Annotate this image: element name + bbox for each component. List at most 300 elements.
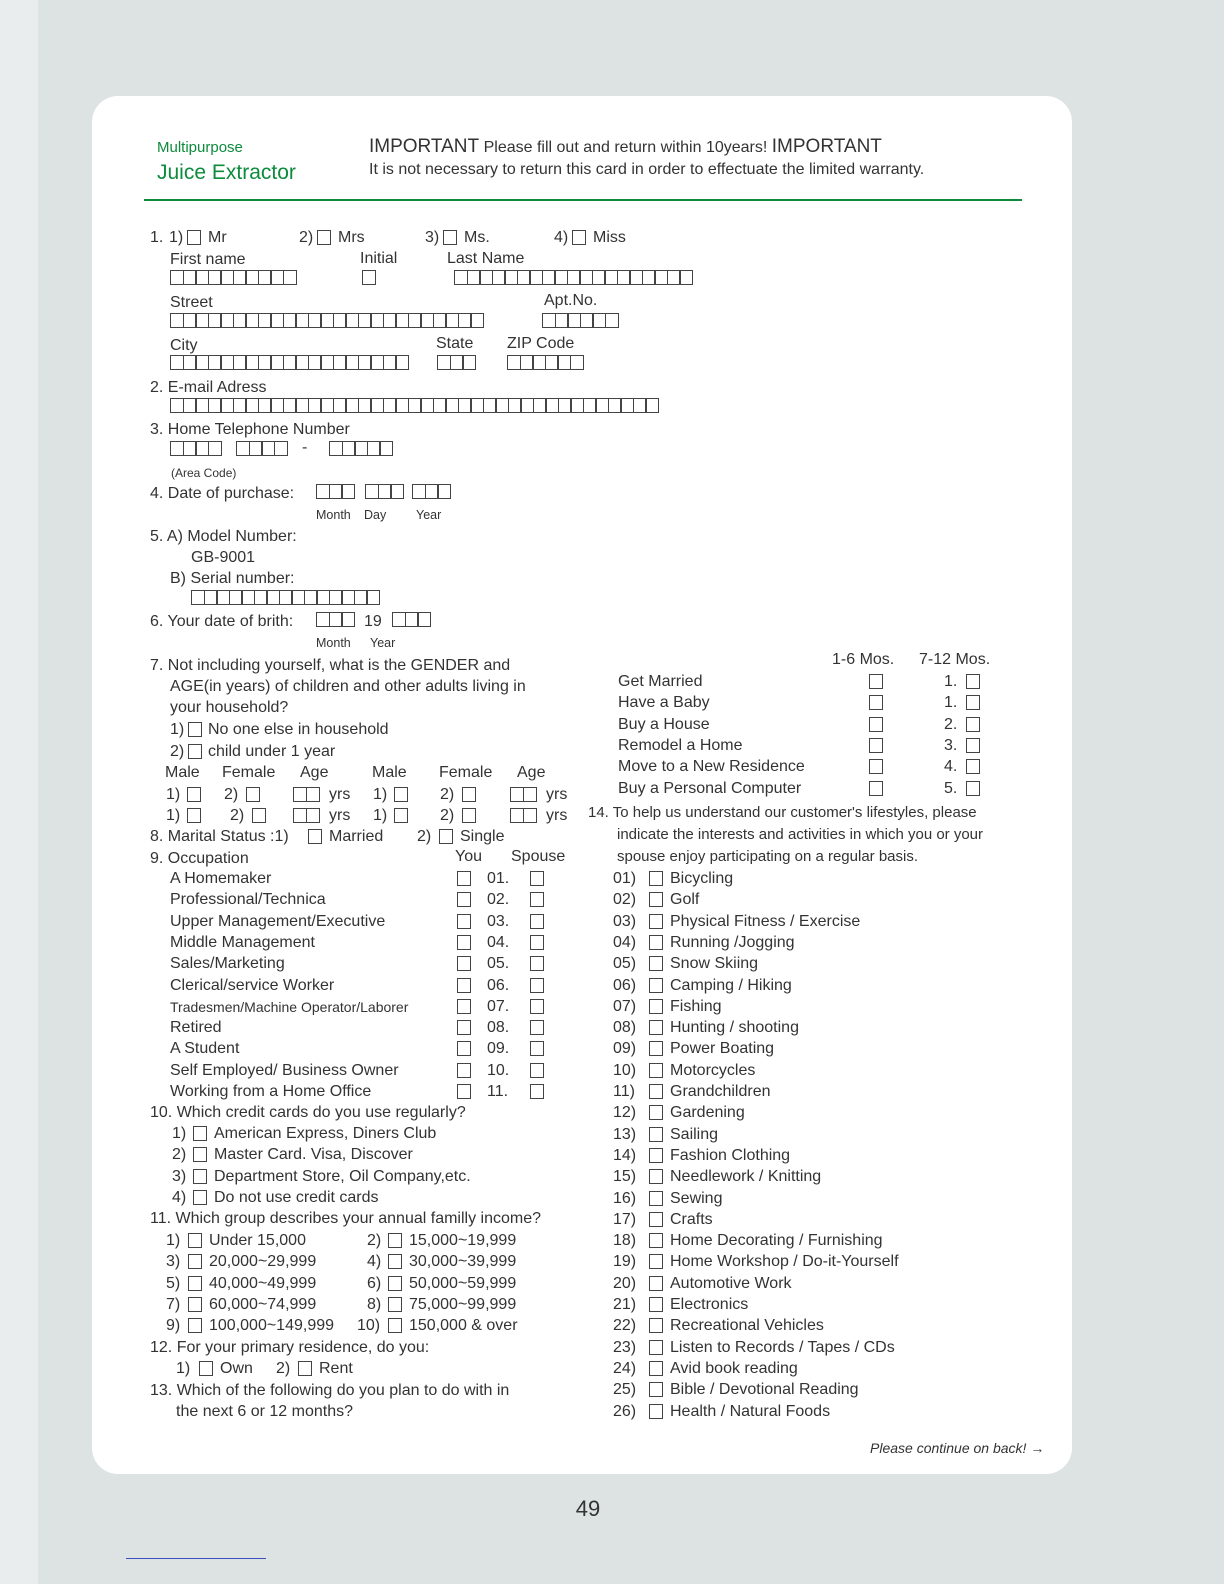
own-label: Own <box>220 1360 253 1377</box>
income-checkbox[interactable] <box>188 1297 202 1312</box>
birth-year-caption: Year <box>370 636 396 650</box>
interest-checkbox[interactable] <box>649 1148 663 1163</box>
income-num: 10) <box>357 1317 381 1335</box>
char-box[interactable] <box>283 270 297 285</box>
interest-checkbox[interactable] <box>649 1340 663 1355</box>
q7-opt2-label: child under 1 year <box>208 743 336 760</box>
occupation-spouse-checkbox[interactable] <box>530 1084 544 1099</box>
char-box[interactable] <box>306 787 320 802</box>
plan-code: 4. <box>944 758 958 776</box>
q13-col2-header: 7-12 Mos. <box>919 651 991 668</box>
occupation-name: Clerical/service Worker <box>170 976 335 994</box>
last-name-boxes[interactable] <box>454 270 693 285</box>
interest-label: Hunting / shooting <box>670 1019 799 1037</box>
important-word: IMPORTANT <box>369 136 480 157</box>
email-label: 2. E-mail Adress <box>150 379 267 396</box>
credit-card-label: Master Card. Visa, Discover <box>214 1146 413 1164</box>
miss-checkbox[interactable] <box>572 230 586 245</box>
important-word-2: IMPORTANT <box>771 136 882 157</box>
q7-male-header-2: Male <box>372 764 407 781</box>
purchase-month-caption: Month <box>316 508 351 522</box>
plan-code: 5. <box>944 779 958 797</box>
plan-7-12-checkbox[interactable] <box>966 781 980 796</box>
credit-card-label: Do not use credit cards <box>214 1188 379 1206</box>
interest-label: Gardening <box>670 1104 745 1122</box>
q13-line1: 13. Which of the following do you plan to do with in <box>150 1382 510 1399</box>
char-box[interactable] <box>605 313 619 328</box>
char-box[interactable] <box>470 313 484 328</box>
char-box[interactable] <box>523 808 537 823</box>
income-checkbox[interactable] <box>388 1276 402 1291</box>
interest-label: Avid book reading <box>670 1359 798 1377</box>
char-box[interactable] <box>306 808 320 823</box>
income-num: 7) <box>166 1295 181 1313</box>
char-box[interactable] <box>523 787 537 802</box>
q7-r1-female-num: 2) <box>224 786 239 803</box>
q7-r2-male2-checkbox[interactable] <box>394 808 408 823</box>
scan-edge <box>0 0 38 1584</box>
interest-num: 08) <box>613 1019 637 1037</box>
married-checkbox[interactable] <box>308 829 322 844</box>
phone-label: 3. Home Telephone Number <box>150 421 350 438</box>
plan-code: 2. <box>944 715 958 733</box>
q7-r2-yrs: yrs <box>329 807 351 824</box>
interest-label: Grandchildren <box>670 1083 771 1100</box>
char-box[interactable] <box>274 441 288 456</box>
q7-female-header: Female <box>222 764 276 781</box>
interest-label: Motorcycles <box>670 1061 756 1079</box>
interest-checkbox[interactable] <box>649 1361 663 1376</box>
income-label: 40,000~49,999 <box>209 1274 317 1292</box>
interest-checkbox[interactable] <box>649 1084 663 1099</box>
q7-r1-male-checkbox[interactable] <box>187 787 201 802</box>
interest-label: Crafts <box>670 1210 713 1228</box>
occupation-name: Tradesmen/Machine Operator/Laborer <box>170 998 409 1015</box>
interest-label: Camping / Hiking <box>670 976 792 994</box>
interest-label: Automotive Work <box>670 1274 792 1292</box>
interest-num: 18) <box>613 1232 637 1250</box>
income-checkbox[interactable] <box>388 1318 402 1333</box>
q7-r2-male-checkbox[interactable] <box>187 808 201 823</box>
income-label: 50,000~59,999 <box>409 1274 517 1292</box>
q7-r2-yrs-2: yrs <box>546 807 568 824</box>
q1-opt2: 2) <box>299 229 314 246</box>
q12-opt2-num: 2) <box>276 1360 291 1377</box>
interest-checkbox[interactable] <box>649 1254 663 1269</box>
plan-7-12-checkbox[interactable] <box>966 717 980 732</box>
occupation-name: A Homemaker <box>170 870 272 887</box>
occupation-name: Professional/Technica <box>170 891 326 909</box>
marital-status-label: 8. Marital Status :1) <box>150 828 289 845</box>
own-checkbox[interactable] <box>199 1361 213 1376</box>
interest-label: Health / Natural Foods <box>670 1402 831 1420</box>
zip-label: ZIP Code <box>507 335 575 352</box>
interest-checkbox[interactable] <box>649 935 663 950</box>
income-label: 75,000~99,999 <box>409 1295 517 1313</box>
income-num: 1) <box>166 1232 181 1249</box>
q7-r2-female2-num: 2) <box>440 807 455 824</box>
occupation-label: 9. Occupation <box>150 850 249 867</box>
char-box[interactable] <box>390 484 404 499</box>
occupation-spouse-checkbox[interactable] <box>530 1041 544 1056</box>
interest-label: Physical Fitness / Exercise <box>670 912 861 930</box>
interest-checkbox[interactable] <box>649 1020 663 1035</box>
char-box[interactable] <box>417 612 431 627</box>
plan-1-6-checkbox[interactable] <box>869 781 883 796</box>
income-num: 6) <box>367 1274 382 1292</box>
interest-num: 12) <box>613 1104 637 1122</box>
plan-label: Remodel a Home <box>618 736 743 754</box>
occupation-code: 06. <box>487 976 510 994</box>
interest-checkbox[interactable] <box>649 871 663 886</box>
no-one-else-checkbox[interactable] <box>188 722 202 737</box>
occupation-code: 10. <box>487 1061 510 1079</box>
single-checkbox[interactable] <box>439 829 453 844</box>
occupation-you-checkbox[interactable] <box>457 892 471 907</box>
income-label: 150,000 & over <box>409 1317 518 1335</box>
important-text: Please fill out and return within 10years! <box>483 139 768 156</box>
income-label: 15,000~19,999 <box>409 1232 517 1249</box>
serial-number-boxes[interactable] <box>191 590 380 605</box>
occupation-spouse-checkbox[interactable] <box>530 914 544 929</box>
initial-box[interactable] <box>362 270 376 285</box>
interest-num: 17) <box>613 1210 637 1228</box>
occupation-code: 02. <box>487 891 510 909</box>
phone-prefix-boxes[interactable] <box>236 441 288 456</box>
mrs-label: Mrs <box>338 229 365 246</box>
model-number-label: 5. A) Model Number: <box>150 528 297 545</box>
char-box[interactable] <box>341 484 355 499</box>
credit-card-num: 2) <box>172 1146 187 1164</box>
interest-checkbox[interactable] <box>649 1233 663 1248</box>
income-checkbox[interactable] <box>388 1254 402 1269</box>
interest-label: Sailing <box>670 1125 719 1143</box>
occupation-spouse-checkbox[interactable] <box>530 978 544 993</box>
q7-r2-male-num: 1) <box>166 807 181 824</box>
interest-checkbox[interactable] <box>649 914 663 929</box>
occupation-you-checkbox[interactable] <box>457 1041 471 1056</box>
purchase-day-caption: Day <box>364 508 387 522</box>
income-checkbox[interactable] <box>188 1318 202 1333</box>
interest-num: 06) <box>613 976 637 994</box>
char-box[interactable] <box>645 398 659 413</box>
income-label: Under 15,000 <box>209 1232 306 1249</box>
credit-card-label: Department Store, Oil Company,etc. <box>214 1167 471 1185</box>
street-boxes[interactable] <box>170 313 484 328</box>
apt-label: Apt.No. <box>544 292 598 309</box>
rent-label: Rent <box>319 1360 353 1377</box>
q14-line1: 14. To help us understand our customer's lifestyles, please <box>588 804 977 821</box>
rent-checkbox[interactable] <box>298 1361 312 1376</box>
email-boxes[interactable] <box>170 398 659 413</box>
apt-boxes[interactable] <box>542 313 619 328</box>
occupation-you-checkbox[interactable] <box>457 1020 471 1035</box>
interest-num: 26) <box>613 1402 637 1420</box>
interest-num: 04) <box>613 933 637 951</box>
interest-num: 03) <box>613 912 637 930</box>
occupation-code: 09. <box>487 1040 510 1058</box>
occupation-you-checkbox[interactable] <box>457 1084 471 1099</box>
interest-label: Power Boating <box>670 1040 775 1058</box>
purchase-year-caption: Year <box>416 508 442 522</box>
first-name-label: First name <box>170 251 246 268</box>
q1-opt4: 4) <box>554 229 569 246</box>
credit-card-num: 4) <box>172 1188 187 1206</box>
char-box[interactable] <box>462 355 476 370</box>
interest-num: 19) <box>613 1253 637 1271</box>
q12-opt1-num: 1) <box>176 1360 191 1377</box>
city-label: City <box>170 337 198 354</box>
interest-num: 13) <box>613 1125 637 1143</box>
occupation-spouse-header: Spouse <box>511 848 566 865</box>
char-box[interactable] <box>379 441 393 456</box>
plan-1-6-checkbox[interactable] <box>869 738 883 753</box>
phone-dash: - <box>302 439 308 456</box>
q7-line2: AGE(in years) of children and other adults living in <box>170 678 526 695</box>
plan-label: Buy a Personal Computer <box>618 779 802 797</box>
interest-num: 21) <box>613 1296 637 1313</box>
plan-label: Have a Baby <box>618 694 710 712</box>
occupation-name: A Student <box>170 1040 240 1058</box>
income-checkbox[interactable] <box>388 1297 402 1312</box>
char-box[interactable] <box>341 612 355 627</box>
q7-r2-age-boxes[interactable] <box>293 808 320 823</box>
ms-label: Ms. <box>464 229 490 246</box>
plan-7-12-checkbox[interactable] <box>966 674 980 689</box>
married-label: Married <box>329 828 384 845</box>
occupation-you-checkbox[interactable] <box>457 956 471 971</box>
plan-7-12-checkbox[interactable] <box>966 759 980 774</box>
plan-code: 1. <box>944 694 958 712</box>
interest-label: Fashion Clothing <box>670 1146 791 1164</box>
interest-label: Snow Skiing <box>670 955 759 973</box>
last-name-label: Last Name <box>447 250 525 267</box>
occupation-code: 01. <box>487 870 510 887</box>
income-checkbox[interactable] <box>388 1233 402 1248</box>
q7-r2-female2-checkbox[interactable] <box>462 808 476 823</box>
interest-num: 02) <box>613 891 637 909</box>
occupation-spouse-checkbox[interactable] <box>530 892 544 907</box>
income-checkbox[interactable] <box>188 1254 202 1269</box>
q8-opt2-num: 2) <box>417 828 432 845</box>
occupation-spouse-checkbox[interactable] <box>530 999 544 1014</box>
q7-r1-female-checkbox[interactable] <box>246 787 260 802</box>
interest-num: 10) <box>613 1061 637 1079</box>
credit-card-label: American Express, Diners Club <box>214 1125 437 1142</box>
q7-age-header: Age <box>300 764 329 781</box>
q7-r1-female2-num: 2) <box>440 786 455 803</box>
q7-r1-male2-checkbox[interactable] <box>394 787 408 802</box>
credit-card-checkbox[interactable] <box>193 1147 207 1162</box>
occupation-code: 05. <box>487 955 510 973</box>
child-under-1-checkbox[interactable] <box>188 744 202 759</box>
ms-checkbox[interactable] <box>443 230 457 245</box>
plan-7-12-checkbox[interactable] <box>966 695 980 710</box>
interest-checkbox[interactable] <box>649 1127 663 1142</box>
income-checkbox[interactable] <box>188 1276 202 1291</box>
interest-checkbox[interactable] <box>649 1191 663 1206</box>
interest-label: Golf <box>670 891 700 909</box>
q14-line3: spouse enjoy participating on a regular basis. <box>617 848 919 865</box>
purchase-date-label: 4. Date of purchase: <box>150 485 295 502</box>
birth-date-label: 6. Your date of brith: <box>150 613 294 630</box>
zip-boxes[interactable] <box>507 355 584 370</box>
plan-label: Buy a House <box>618 715 710 733</box>
income-num: 9) <box>166 1317 181 1335</box>
q7-r1-yrs-2: yrs <box>546 786 568 803</box>
income-checkbox[interactable] <box>188 1233 202 1248</box>
q7-r1-age2-boxes[interactable] <box>510 787 537 802</box>
purchase-year-boxes[interactable] <box>412 484 451 499</box>
plan-1-6-checkbox[interactable] <box>869 674 883 689</box>
occupation-spouse-checkbox[interactable] <box>530 871 544 886</box>
bottom-rule <box>126 1558 266 1559</box>
plan-7-12-checkbox[interactable] <box>966 738 980 753</box>
interest-label: Recreational Vehicles <box>670 1317 824 1335</box>
plan-1-6-checkbox[interactable] <box>869 695 883 710</box>
birth-year-boxes[interactable] <box>392 612 431 627</box>
income-num: 3) <box>166 1253 181 1271</box>
interest-checkbox[interactable] <box>649 1063 663 1078</box>
credit-card-checkbox[interactable] <box>193 1126 207 1141</box>
state-boxes[interactable] <box>437 355 476 370</box>
income-label: 20,000~29,999 <box>209 1253 317 1271</box>
interest-checkbox[interactable] <box>649 1169 663 1184</box>
occupation-you-checkbox[interactable] <box>457 935 471 950</box>
char-box[interactable] <box>437 484 451 499</box>
interest-num: 20) <box>613 1274 637 1292</box>
q1-number: 1. <box>150 229 164 246</box>
mrs-checkbox[interactable] <box>317 230 331 245</box>
phone-line-boxes[interactable] <box>329 441 393 456</box>
credit-card-checkbox[interactable] <box>193 1190 207 1205</box>
occupation-you-checkbox[interactable] <box>457 871 471 886</box>
single-label: Single <box>460 828 505 845</box>
interest-checkbox[interactable] <box>649 999 663 1014</box>
occupation-spouse-checkbox[interactable] <box>530 1063 544 1078</box>
char-box[interactable] <box>679 270 693 285</box>
interest-checkbox[interactable] <box>649 1105 663 1120</box>
interest-checkbox[interactable] <box>649 1404 663 1419</box>
interest-checkbox[interactable] <box>649 1382 663 1397</box>
mr-checkbox[interactable] <box>187 230 201 245</box>
occupation-name: Working from a Home Office <box>170 1083 372 1100</box>
credit-card-num: 1) <box>172 1125 187 1142</box>
q1-opt3: 3) <box>425 229 440 246</box>
q7-r1-yrs: yrs <box>329 786 351 803</box>
occupation-code: 03. <box>487 912 510 930</box>
interest-checkbox[interactable] <box>649 1297 663 1312</box>
q7-r2-female-num: 2) <box>230 807 245 824</box>
occupation-you-checkbox[interactable] <box>457 1063 471 1078</box>
q7-r1-male2-num: 1) <box>373 786 388 803</box>
occupation-spouse-checkbox[interactable] <box>530 935 544 950</box>
occupation-spouse-checkbox[interactable] <box>530 1020 544 1035</box>
interest-label: Listen to Records / Tapes / CDs <box>670 1338 895 1356</box>
occupation-you-checkbox[interactable] <box>457 978 471 993</box>
q7-opt2-num: 2) <box>170 743 185 760</box>
interest-label: Electronics <box>670 1296 749 1313</box>
interest-label: Bicycling <box>670 870 734 887</box>
plan-label: Move to a New Residence <box>618 758 805 776</box>
plan-code: 1. <box>944 673 958 690</box>
occupation-name: Self Employed/ Business Owner <box>170 1061 399 1079</box>
phone-area-boxes[interactable] <box>170 441 222 456</box>
street-label: Street <box>170 294 213 311</box>
q7-r1-female2-checkbox[interactable] <box>462 787 476 802</box>
q1-opt1: 1) <box>169 229 184 246</box>
occupation-spouse-checkbox[interactable] <box>530 956 544 971</box>
interest-checkbox[interactable] <box>649 892 663 907</box>
credit-card-checkbox[interactable] <box>193 1169 207 1184</box>
q14-line2: indicate the interests and activities in which you or your <box>617 826 984 843</box>
interest-num: 15) <box>613 1168 637 1186</box>
q7-female-header-2: Female <box>439 764 493 781</box>
plan-label: Get Married <box>618 673 703 690</box>
income-label: 30,000~39,999 <box>409 1253 517 1271</box>
income-num: 8) <box>367 1295 382 1313</box>
purchase-month-boxes[interactable] <box>316 484 355 499</box>
income-num: 2) <box>367 1232 382 1249</box>
char-box[interactable] <box>366 590 380 605</box>
char-box[interactable] <box>395 355 409 370</box>
brand-subtitle: Multipurpose <box>157 139 243 156</box>
q7-r2-female-checkbox[interactable] <box>252 808 266 823</box>
credit-cards-label: 10. Which credit cards do you use regularly? <box>150 1104 466 1121</box>
birth-month-boxes[interactable] <box>316 612 355 627</box>
occupation-name: Retired <box>170 1019 222 1037</box>
q7-r2-age2-boxes[interactable] <box>510 808 537 823</box>
city-boxes[interactable] <box>170 355 409 370</box>
interest-checkbox[interactable] <box>649 978 663 993</box>
interest-checkbox[interactable] <box>649 956 663 971</box>
q7-r1-male-num: 1) <box>166 786 181 803</box>
interest-num: 25) <box>613 1381 637 1399</box>
interest-checkbox[interactable] <box>649 1318 663 1333</box>
residence-label: 12. For your primary residence, do you: <box>150 1339 430 1356</box>
income-label: 11. Which group describes your annual familly income? <box>150 1210 542 1227</box>
occupation-you-checkbox[interactable] <box>457 914 471 929</box>
purchase-day-boxes[interactable] <box>365 484 404 499</box>
occupation-you-checkbox[interactable] <box>457 999 471 1014</box>
q13-col1-header: 1-6 Mos. <box>832 651 895 668</box>
income-label: 60,000~74,999 <box>209 1295 317 1313</box>
interest-checkbox[interactable] <box>649 1041 663 1056</box>
char-box[interactable] <box>208 441 222 456</box>
continue-note: Please continue on back! → <box>870 1440 1045 1456</box>
interest-checkbox[interactable] <box>649 1212 663 1227</box>
first-name-boxes[interactable] <box>170 270 297 285</box>
interest-num: 05) <box>613 955 637 973</box>
plan-1-6-checkbox[interactable] <box>869 759 883 774</box>
occupation-name: Upper Management/Executive <box>170 912 386 930</box>
interest-label: Home Decorating / Furnishing <box>670 1232 883 1250</box>
char-box[interactable] <box>570 355 584 370</box>
interest-label: Running /Jogging <box>670 933 795 951</box>
q7-r1-age-boxes[interactable] <box>293 787 320 802</box>
interest-num: 11) <box>613 1083 635 1100</box>
occupation-name: Middle Management <box>170 933 315 951</box>
header-divider <box>144 199 1022 201</box>
interest-num: 24) <box>613 1359 637 1377</box>
occupation-code: 11. <box>487 1083 509 1100</box>
q7-opt1-label: No one else in household <box>208 721 389 738</box>
plan-1-6-checkbox[interactable] <box>869 717 883 732</box>
interest-num: 14) <box>613 1146 637 1164</box>
interest-checkbox[interactable] <box>649 1276 663 1291</box>
interest-label: Home Workshop / Do-it-Yourself <box>670 1253 899 1271</box>
interest-num: 07) <box>613 997 637 1015</box>
